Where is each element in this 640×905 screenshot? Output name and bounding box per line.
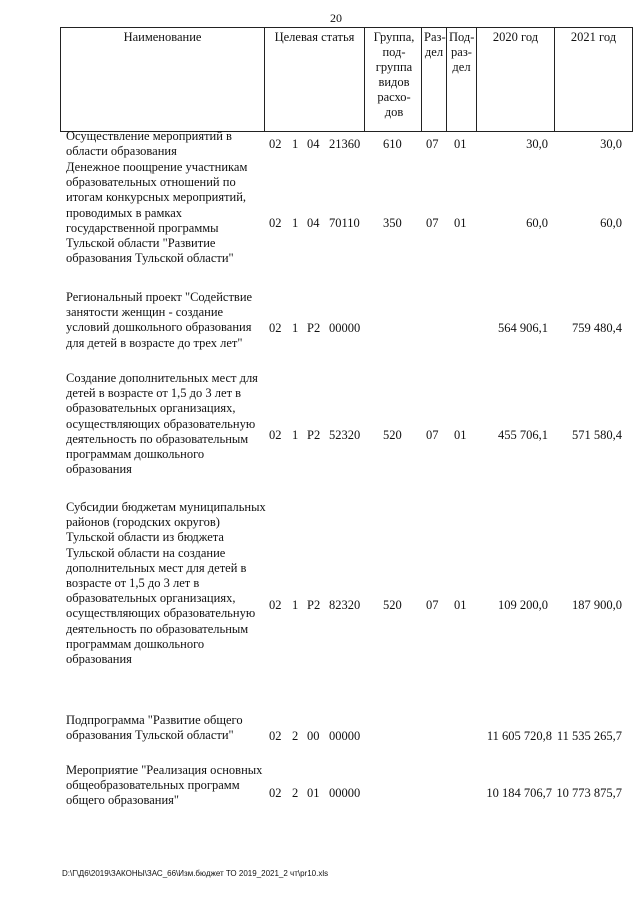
code-event: 01	[307, 786, 320, 800]
value-2020: 10 184 706,7	[486, 786, 552, 800]
code-subprogram: 1	[292, 598, 299, 612]
code-direction: 00000	[329, 729, 361, 743]
code-subprogram: 1	[292, 321, 299, 335]
code-program: 02	[269, 786, 282, 800]
code-event: P2	[307, 598, 321, 612]
subsection-code: 01	[454, 598, 467, 612]
code-subprogram: 2	[292, 786, 299, 800]
subsection-code: 01	[454, 216, 467, 230]
code-program: 02	[269, 598, 282, 612]
header-right-border	[632, 27, 633, 132]
group-code: 520	[383, 598, 402, 612]
row-name: Денежное поощрение участникам образовательных отношений по итогам конкурсных мероприятий, проводимых в рамках государственной программы Тульской области "Развитие образования Тульской области"	[66, 160, 248, 266]
code-program: 02	[269, 216, 282, 230]
value-2021: 571 580,4	[572, 428, 622, 442]
code-event: 04	[307, 137, 320, 151]
file-path-footer: D:\Г\Д6\2019\ЗАКОНЫ\ЗАС_66\Изм.бюджет ТО 2019_2021_2 чт\pr10.xls	[62, 869, 329, 878]
code-subprogram: 1	[292, 216, 299, 230]
code-direction: 70110	[329, 216, 360, 230]
subsection-code: 01	[454, 428, 467, 442]
header-year-2020: 2020 год	[476, 27, 554, 132]
value-2021: 11 535 265,7	[556, 729, 622, 743]
code-direction: 00000	[329, 321, 361, 335]
value-2020: 11 605 720,8	[486, 729, 552, 743]
section-code: 07	[426, 428, 439, 442]
value-2020: 30,0	[526, 137, 548, 151]
code-program: 02	[269, 321, 282, 335]
value-2020: 109 200,0	[498, 598, 548, 612]
group-code: 610	[383, 137, 402, 151]
header-name: Наименование	[60, 27, 264, 132]
value-2021: 10 773 875,7	[556, 786, 622, 800]
section-code: 07	[426, 216, 439, 230]
row-name: Региональный проект "Содействие занятости женщин - создание условий дошкольного образования для детей в возрасте до трех лет"	[66, 290, 253, 350]
code-event: P2	[307, 428, 321, 442]
section-code: 07	[426, 598, 439, 612]
row-name: Подпрограмма "Развитие общего образования Тульской области"	[66, 713, 243, 743]
row-name: Осуществление мероприятий в области образования	[66, 129, 232, 159]
header-section: Раз- дел	[421, 27, 446, 132]
header-subsection: Под- раз- дел	[446, 27, 476, 132]
code-subprogram: 2	[292, 729, 299, 743]
header-year-2021: 2021 год	[554, 27, 632, 132]
group-code: 350	[383, 216, 402, 230]
code-event: 04	[307, 216, 320, 230]
header-group: Группа, под- группа видов расхо- дов	[364, 27, 421, 132]
group-code: 520	[383, 428, 402, 442]
row-name: Создание дополнительных мест для детей в возрасте от 1,5 до 3 лет в образовательных организациях, осуществляющих образовательную деятельность по образовательным программам дошкольного образования	[66, 371, 258, 477]
row-name: Субсидии бюджетам муниципальных районов (городских округов) Тульской области из бюджета Тульской области на создание дополнительных мест для детей в возрасте от 1,5 до 3 лет в образовательных организациях, осуществляющих образовательную деятельность по образовательным программам дошкольного образования	[66, 500, 266, 667]
section-code: 07	[426, 137, 439, 151]
row-name: Мероприятие "Реализация основных общеобразовательных программ общего образования"	[66, 763, 263, 808]
value-2020: 564 906,1	[498, 321, 548, 335]
code-direction: 00000	[329, 786, 361, 800]
code-direction: 82320	[329, 598, 361, 612]
code-program: 02	[269, 428, 282, 442]
code-program: 02	[269, 729, 282, 743]
code-direction: 52320	[329, 428, 361, 442]
code-event: P2	[307, 321, 321, 335]
value-2020: 455 706,1	[498, 428, 548, 442]
code-direction: 21360	[329, 137, 361, 151]
value-2021: 30,0	[600, 137, 622, 151]
code-program: 02	[269, 137, 282, 151]
value-2021: 60,0	[600, 216, 622, 230]
code-subprogram: 1	[292, 137, 299, 151]
code-event: 00	[307, 729, 320, 743]
code-subprogram: 1	[292, 428, 299, 442]
value-2020: 60,0	[526, 216, 548, 230]
value-2021: 187 900,0	[572, 598, 622, 612]
page-number: 20	[330, 11, 342, 25]
subsection-code: 01	[454, 137, 467, 151]
value-2021: 759 480,4	[572, 321, 622, 335]
header-target: Целевая статья	[264, 27, 364, 132]
